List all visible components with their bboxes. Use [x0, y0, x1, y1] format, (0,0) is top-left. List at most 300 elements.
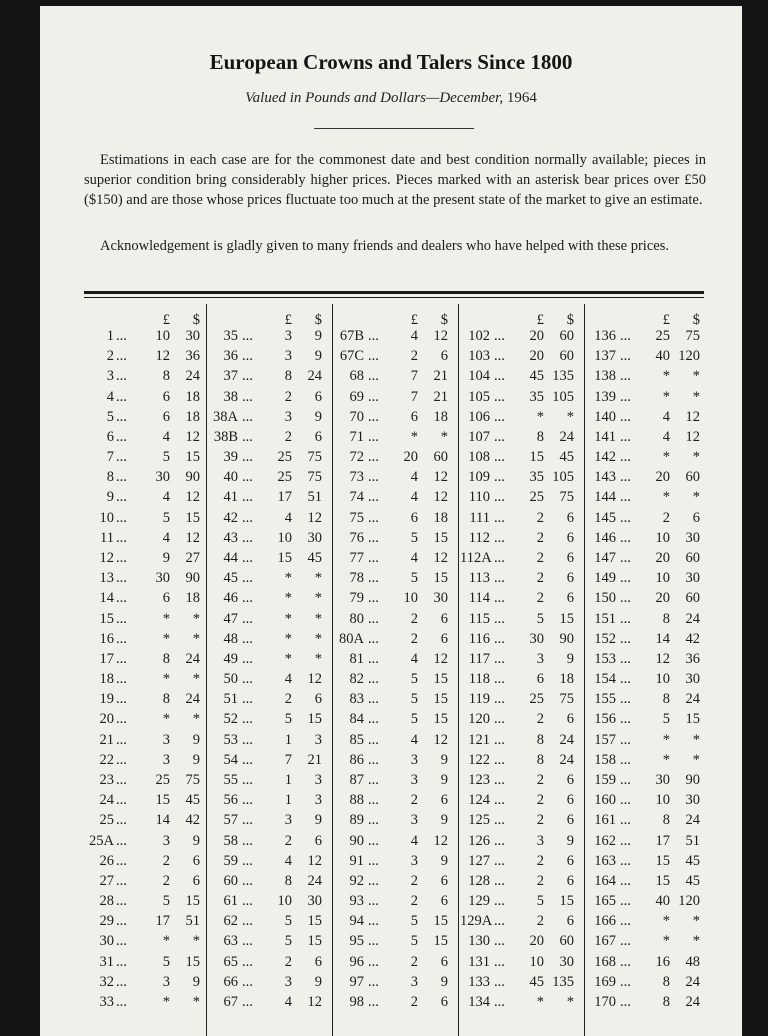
pound-value: 3: [162, 731, 170, 748]
catalogue-number: 49: [223, 650, 238, 667]
dollar-value: 12: [433, 832, 448, 849]
catalogue-number: 93: [349, 893, 364, 910]
catalogue-number: 37: [223, 368, 238, 385]
table-row: [586, 790, 708, 810]
dollar-value: 51: [185, 913, 200, 930]
pound-header: £: [410, 312, 418, 328]
catalogue-number: 38: [223, 388, 238, 405]
dollar-value: 12: [307, 852, 322, 869]
table-row: [586, 911, 708, 931]
dollar-header: $: [192, 312, 200, 328]
catalogue-number: 139: [594, 388, 616, 405]
catalogue-number: 108: [468, 449, 490, 466]
leader-dots: ...: [242, 570, 253, 587]
table-row: [334, 588, 456, 608]
dollar-value: 75: [307, 469, 322, 486]
table-row: [86, 709, 208, 729]
pound-value: 25: [277, 469, 292, 486]
catalogue-number: 73: [349, 469, 364, 486]
leader-dots: ...: [116, 691, 127, 708]
leader-dots: ...: [494, 812, 505, 829]
catalogue-number: 36: [223, 348, 238, 365]
leader-dots: ...: [494, 691, 505, 708]
leader-dots: ...: [494, 893, 505, 910]
catalogue-number: 19: [99, 691, 114, 708]
dollar-value: 48: [685, 953, 700, 970]
pound-value: 7: [410, 388, 418, 405]
leader-dots: ...: [242, 428, 253, 445]
pound-value: 20: [529, 348, 544, 365]
catalogue-number: 35: [223, 328, 238, 344]
table-row: [86, 528, 208, 548]
dollar-value: 9: [192, 731, 200, 748]
pound-value: 4: [410, 832, 418, 849]
leader-dots: ...: [116, 893, 127, 910]
dollar-value: 90: [185, 570, 200, 587]
catalogue-number: 12: [99, 549, 114, 566]
dollar-value: 6: [440, 610, 448, 627]
catalogue-number: 126: [468, 832, 490, 849]
catalogue-number: 45: [223, 570, 238, 587]
table-row: [460, 669, 582, 689]
pound-value: 20: [655, 469, 670, 486]
dollar-value: 21: [307, 751, 322, 768]
column-divider: [458, 304, 459, 1036]
dollar-value: 27: [185, 549, 200, 566]
catalogue-number: 2: [106, 348, 114, 365]
catalogue-number: 115: [468, 610, 490, 627]
leader-dots: ...: [368, 408, 379, 425]
table-row: [586, 387, 708, 407]
dollar-value: 12: [433, 549, 448, 566]
leader-dots: ...: [620, 792, 631, 809]
table-row: [460, 326, 582, 346]
pound-value: 8: [162, 650, 170, 667]
pound-value: 4: [162, 489, 170, 506]
table-row: [86, 810, 208, 830]
leader-dots: ...: [620, 751, 631, 768]
dollar-value: *: [692, 449, 700, 466]
title-divider: [314, 128, 474, 129]
dollar-value: 6: [440, 792, 448, 809]
catalogue-number: 150: [594, 590, 616, 607]
catalogue-number: 98: [349, 993, 364, 1010]
pound-value: 5: [284, 913, 292, 930]
table-row: [586, 568, 708, 588]
leader-dots: ...: [116, 993, 127, 1010]
catalogue-number: 152: [594, 630, 616, 647]
leader-dots: ...: [116, 549, 127, 566]
pound-value: 8: [662, 691, 670, 708]
leader-dots: ...: [368, 731, 379, 748]
dollar-value: *: [566, 408, 574, 425]
catalogue-number: 21: [99, 731, 114, 748]
dollar-value: 12: [685, 428, 700, 445]
catalogue-number: 161: [594, 812, 616, 829]
catalogue-number: 162: [594, 832, 616, 849]
dollar-value: 60: [559, 933, 574, 950]
catalogue-number: 18: [99, 671, 114, 688]
catalogue-number: 147: [594, 549, 616, 566]
leader-dots: ...: [494, 388, 505, 405]
leader-dots: ...: [494, 408, 505, 425]
table-row: [334, 871, 456, 891]
dollar-value: 24: [185, 691, 200, 708]
leader-dots: ...: [242, 771, 253, 788]
pound-value: 2: [410, 792, 418, 809]
dollar-value: *: [192, 933, 200, 950]
table-row: [86, 952, 208, 972]
catalogue-number: 116: [468, 630, 490, 647]
dollar-value: *: [314, 590, 322, 607]
catalogue-number: 15: [99, 610, 114, 627]
table-row: [334, 831, 456, 851]
dollar-value: 60: [559, 328, 574, 344]
leader-dots: ...: [620, 893, 631, 910]
leader-dots: ...: [116, 610, 127, 627]
table-row: [460, 588, 582, 608]
leader-dots: ...: [368, 509, 379, 526]
dollar-value: 9: [192, 751, 200, 768]
table-row: [334, 407, 456, 427]
catalogue-number: 94: [349, 913, 364, 930]
dollar-value: 15: [185, 449, 200, 466]
pound-value: 40: [655, 348, 670, 365]
leader-dots: ...: [116, 771, 127, 788]
table-row: [86, 346, 208, 366]
dollar-value: 9: [440, 852, 448, 869]
leader-dots: ...: [494, 993, 505, 1010]
pound-value: 2: [410, 953, 418, 970]
leader-dots: ...: [368, 549, 379, 566]
table-row: [334, 427, 456, 447]
leader-dots: ...: [494, 792, 505, 809]
pound-value: 2: [284, 953, 292, 970]
catalogue-number: 60: [223, 872, 238, 889]
catalogue-number: 62: [223, 913, 238, 930]
leader-dots: ...: [368, 469, 379, 486]
leader-dots: ...: [116, 792, 127, 809]
dollar-value: 12: [185, 489, 200, 506]
dollar-value: 9: [440, 812, 448, 829]
catalogue-number: 128: [468, 872, 490, 889]
leader-dots: ...: [116, 590, 127, 607]
table-row: [334, 649, 456, 669]
table-row: [586, 931, 708, 951]
leader-dots: ...: [116, 812, 127, 829]
dollar-value: 42: [185, 812, 200, 829]
table-row: [460, 467, 582, 487]
pound-value: 10: [529, 953, 544, 970]
leader-dots: ...: [242, 913, 253, 930]
leader-dots: ...: [116, 469, 127, 486]
pound-value: 5: [536, 610, 544, 627]
table-row: [334, 609, 456, 629]
catalogue-number: 136: [594, 328, 616, 344]
catalogue-number: 102: [468, 328, 490, 344]
pound-value: *: [662, 731, 670, 748]
pound-value: 8: [162, 691, 170, 708]
pound-value: 5: [284, 711, 292, 728]
dollar-value: 24: [185, 650, 200, 667]
leader-dots: ...: [620, 428, 631, 445]
catalogue-number: 106: [468, 408, 490, 425]
catalogue-number: 91: [349, 852, 364, 869]
leader-dots: ...: [242, 630, 253, 647]
catalogue-number: 134: [468, 993, 490, 1010]
pound-value: 2: [536, 852, 544, 869]
dollar-value: *: [692, 388, 700, 405]
pound-value: *: [284, 610, 292, 627]
catalogue-number: 38A: [213, 408, 238, 425]
table-row: [586, 770, 708, 790]
page-title: European Crowns and Talers Since 1800: [209, 50, 573, 74]
dollar-value: *: [192, 610, 200, 627]
leader-dots: ...: [368, 489, 379, 506]
pound-value: 2: [410, 893, 418, 910]
catalogue-number: 117: [468, 650, 490, 667]
leader-dots: ...: [116, 529, 127, 546]
leader-dots: ...: [242, 832, 253, 849]
catalogue-number: 46: [223, 590, 238, 607]
catalogue-number: 140: [594, 408, 616, 425]
pound-value: *: [162, 630, 170, 647]
pound-value: 3: [410, 973, 418, 990]
pound-value: 3: [410, 751, 418, 768]
table-row: [586, 709, 708, 729]
pound-value: *: [162, 671, 170, 688]
dollar-value: 6: [566, 852, 574, 869]
table-row: [334, 629, 456, 649]
catalogue-number: 122: [468, 751, 490, 768]
leader-dots: ...: [242, 368, 253, 385]
dollar-value: 24: [185, 368, 200, 385]
dollar-value: 12: [307, 509, 322, 526]
table-row: [334, 366, 456, 386]
table-row: [460, 427, 582, 447]
table-row: [334, 931, 456, 951]
pound-value: 4: [284, 509, 292, 526]
dollar-value: 12: [433, 489, 448, 506]
catalogue-number: 92: [349, 872, 364, 889]
pound-value: *: [662, 933, 670, 950]
table-row: [86, 609, 208, 629]
pound-value: 15: [155, 792, 170, 809]
leader-dots: ...: [116, 428, 127, 445]
table-row: [86, 831, 208, 851]
table-row: [460, 730, 582, 750]
leader-dots: ...: [620, 610, 631, 627]
catalogue-number: 11: [100, 529, 114, 546]
leader-dots: ...: [116, 751, 127, 768]
leader-dots: ...: [368, 691, 379, 708]
pound-value: 2: [536, 872, 544, 889]
table-row: [208, 568, 330, 588]
table-row: [586, 447, 708, 467]
pound-value: 14: [655, 630, 670, 647]
table-row: [208, 508, 330, 528]
leader-dots: ...: [116, 388, 127, 405]
dollar-value: 6: [314, 388, 322, 405]
leader-dots: ...: [620, 368, 631, 385]
leader-dots: ...: [116, 731, 127, 748]
leader-dots: ...: [620, 630, 631, 647]
catalogue-number: 114: [468, 590, 490, 607]
dollar-value: 6: [440, 630, 448, 647]
leader-dots: ...: [620, 529, 631, 546]
dollar-value: 6: [314, 428, 322, 445]
catalogue-number: 32: [99, 973, 114, 990]
pound-value: *: [536, 408, 544, 425]
catalogue-number: 68: [349, 368, 364, 385]
dollar-value: 6: [566, 509, 574, 526]
catalogue-number: 17: [99, 650, 114, 667]
dollar-value: 9: [314, 973, 322, 990]
catalogue-number: 13: [99, 570, 114, 587]
leader-dots: ...: [242, 691, 253, 708]
table-row: [586, 427, 708, 447]
table-row: [460, 972, 582, 992]
dollar-value: 12: [433, 469, 448, 486]
leader-dots: ...: [368, 893, 379, 910]
leader-dots: ...: [242, 348, 253, 365]
pound-header: £: [284, 312, 292, 328]
leader-dots: ...: [242, 893, 253, 910]
dollar-value: 15: [685, 711, 700, 728]
table-top-rule: [84, 291, 704, 294]
pound-value: 10: [655, 671, 670, 688]
table-row: [86, 790, 208, 810]
catalogue-number: 143: [594, 469, 616, 486]
dollar-value: 9: [314, 408, 322, 425]
leader-dots: ...: [494, 549, 505, 566]
dollar-value: 60: [685, 590, 700, 607]
dollar-value: 9: [566, 832, 574, 849]
dollar-value: 30: [307, 529, 322, 546]
pound-value: 8: [536, 731, 544, 748]
catalogue-number: 133: [468, 973, 490, 990]
pound-value: 10: [655, 792, 670, 809]
pound-value: 1: [284, 731, 292, 748]
catalogue-number: 125: [468, 812, 490, 829]
pound-value: 12: [155, 348, 170, 365]
leader-dots: ...: [620, 408, 631, 425]
dollar-value: 12: [307, 671, 322, 688]
leader-dots: ...: [242, 509, 253, 526]
catalogue-number: 97: [349, 973, 364, 990]
leader-dots: ...: [242, 489, 253, 506]
table-row: [334, 851, 456, 871]
table-row: [86, 568, 208, 588]
catalogue-number: 154: [594, 671, 616, 688]
leader-dots: ...: [368, 852, 379, 869]
catalogue-number: 3: [106, 368, 114, 385]
leader-dots: ...: [620, 671, 631, 688]
pound-value: 2: [162, 852, 170, 869]
table-row: [208, 447, 330, 467]
catalogue-number: 141: [594, 428, 616, 445]
leader-dots: ...: [620, 731, 631, 748]
table-row: [208, 952, 330, 972]
pound-value: 2: [284, 832, 292, 849]
catalogue-number: 48: [223, 630, 238, 647]
catalogue-number: 129A: [460, 913, 493, 930]
table-row: [460, 629, 582, 649]
table-row: [208, 629, 330, 649]
table-row: [586, 730, 708, 750]
leader-dots: ...: [620, 832, 631, 849]
table-row: [586, 467, 708, 487]
table-column: [86, 304, 208, 1036]
catalogue-number: 84: [349, 711, 364, 728]
catalogue-number: 43: [223, 529, 238, 546]
pound-value: 4: [662, 408, 670, 425]
page-subtitle: [40, 90, 742, 107]
pound-value: *: [162, 993, 170, 1010]
column-divider: [332, 304, 333, 1036]
pound-value: 5: [410, 711, 418, 728]
pound-value: 2: [410, 610, 418, 627]
table-row: [460, 851, 582, 871]
table-row: [208, 326, 330, 346]
leader-dots: ...: [368, 933, 379, 950]
dollar-value: 18: [433, 408, 448, 425]
catalogue-number: 53: [223, 731, 238, 748]
catalogue-number: 5: [106, 408, 114, 425]
dollar-value: 105: [552, 388, 574, 405]
table-row: [86, 588, 208, 608]
pound-value: 15: [655, 872, 670, 889]
pound-value: 5: [162, 893, 170, 910]
pound-value: 10: [655, 529, 670, 546]
leader-dots: ...: [368, 388, 379, 405]
table-row: [208, 427, 330, 447]
leader-dots: ...: [494, 469, 505, 486]
dollar-value: 3: [314, 792, 322, 809]
table-row: [86, 689, 208, 709]
leader-dots: ...: [242, 852, 253, 869]
table-row: [334, 387, 456, 407]
pound-value: 3: [410, 771, 418, 788]
dollar-value: 24: [685, 812, 700, 829]
leader-dots: ...: [494, 590, 505, 607]
leader-dots: ...: [494, 348, 505, 365]
leader-dots: ...: [494, 428, 505, 445]
dollar-value: 30: [307, 893, 322, 910]
leader-dots: ...: [368, 529, 379, 546]
leader-dots: ...: [620, 348, 631, 365]
pound-value: 6: [410, 509, 418, 526]
pound-value: 6: [162, 590, 170, 607]
dollar-value: 9: [314, 328, 322, 344]
dollar-value: *: [314, 570, 322, 587]
table-row: [460, 831, 582, 851]
dollar-value: 45: [559, 449, 574, 466]
leader-dots: ...: [242, 549, 253, 566]
leader-dots: ...: [116, 872, 127, 889]
catalogue-number: 119: [468, 691, 490, 708]
leader-dots: ...: [620, 549, 631, 566]
dollar-value: 6: [192, 852, 200, 869]
catalogue-number: 50: [223, 671, 238, 688]
pound-value: 25: [655, 328, 670, 344]
leader-dots: ...: [494, 973, 505, 990]
leader-dots: ...: [368, 993, 379, 1010]
leader-dots: ...: [368, 590, 379, 607]
dollar-value: 9: [314, 348, 322, 365]
dollar-value: 24: [307, 368, 322, 385]
dollar-value: 9: [440, 973, 448, 990]
